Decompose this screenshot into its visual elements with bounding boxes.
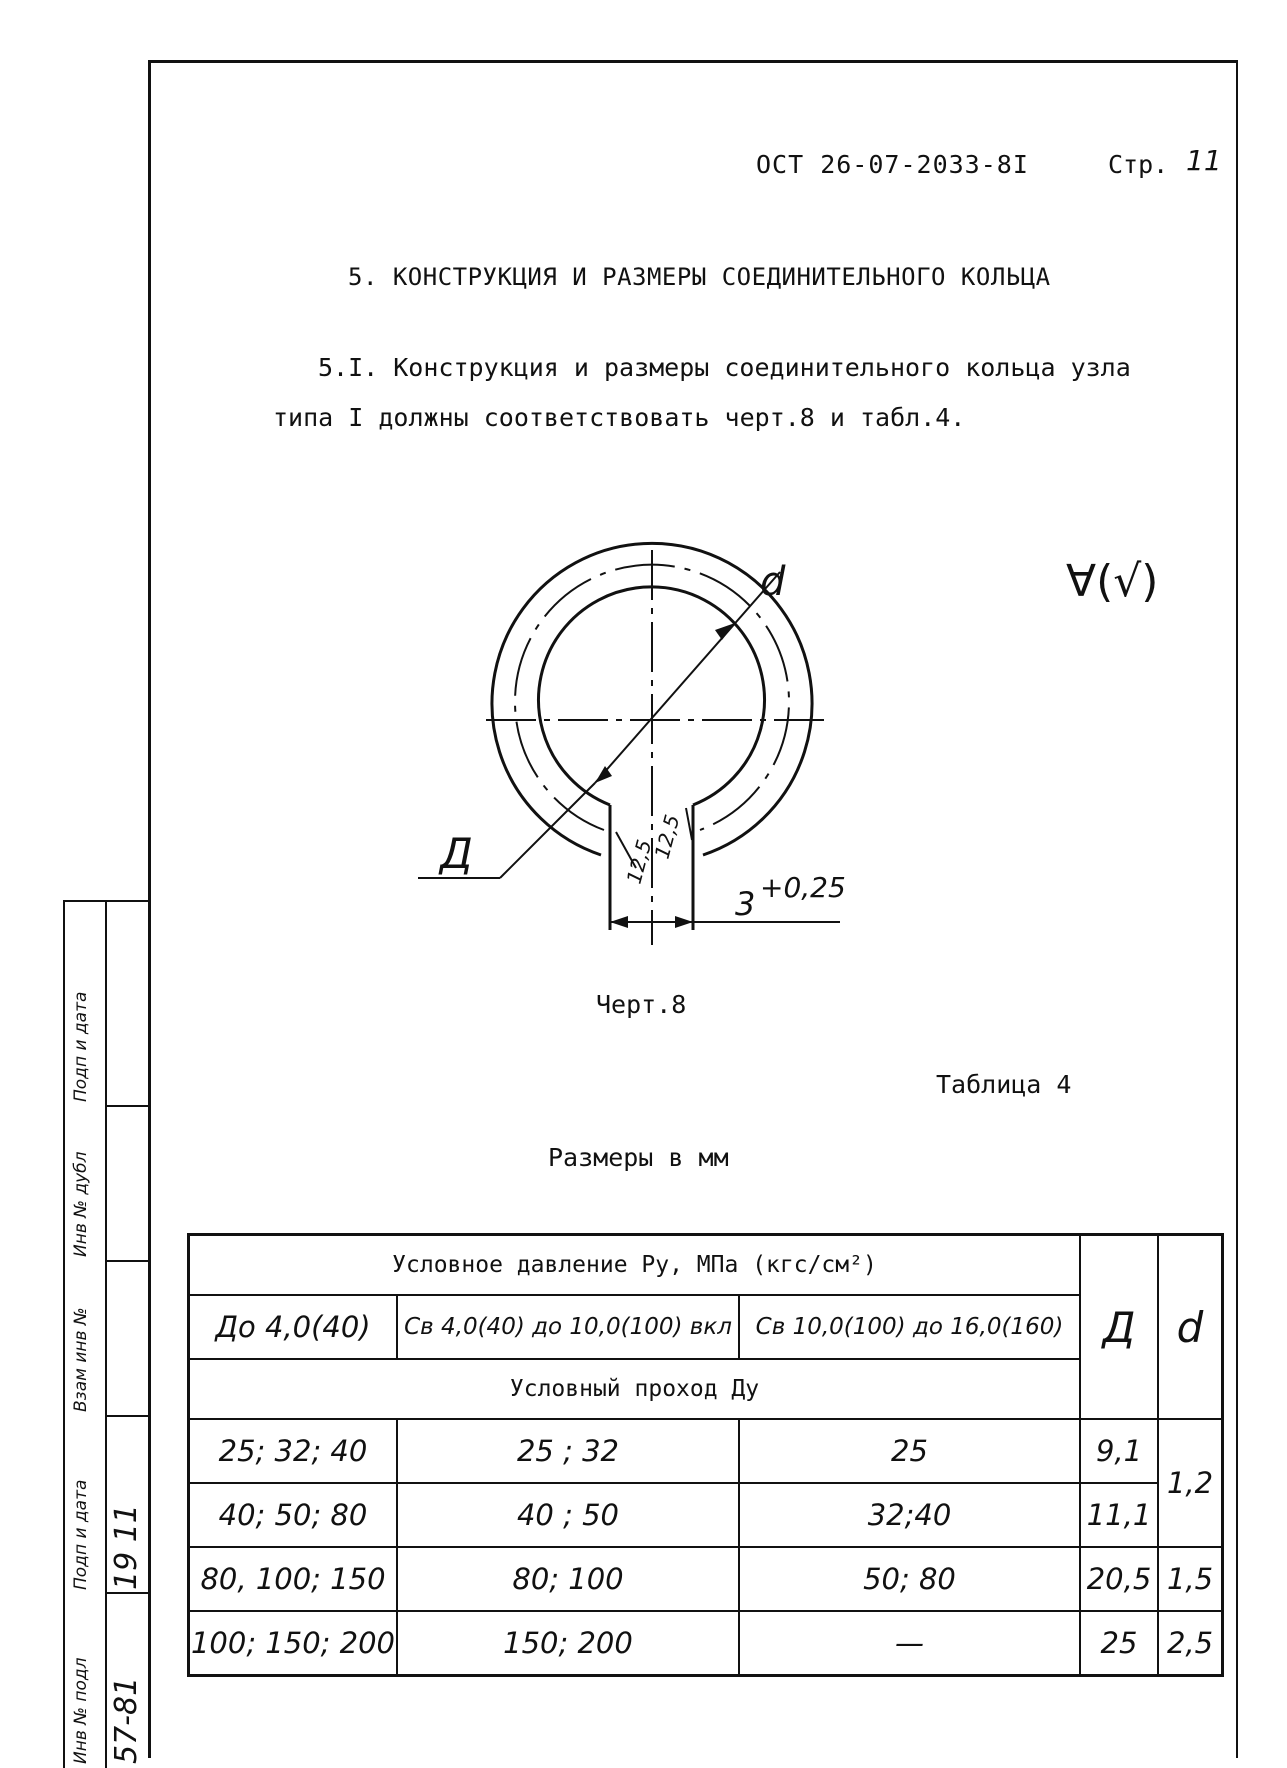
paragraph-line-1: 5.I. Конструкция и размеры соединительного кольца узла (318, 353, 1131, 382)
figure-caption: Черт.8 (596, 990, 687, 1019)
gap-width: 3 (735, 885, 756, 923)
cell: 40 ; 50 (397, 1483, 739, 1547)
stamp-label-replace: Взам инв № (71, 1307, 91, 1412)
stamp-inv-number: 57-81 (109, 1676, 144, 1764)
cell: 9,1 (1080, 1419, 1158, 1483)
pressure-col-1: До 4,0(40) (189, 1295, 398, 1359)
cell: 25 (1080, 1611, 1158, 1676)
cell: 150; 200 (397, 1611, 739, 1676)
stamp-label-inv: Инв № подл (71, 1657, 91, 1764)
gap-dim-1: 12,5 (621, 837, 657, 887)
pressure-header: Условное давление Ру, МПа (кгс/см²) (189, 1235, 1081, 1296)
passage-header: Условный проход Ду (189, 1359, 1081, 1419)
label-D-big: Д (440, 829, 473, 878)
dimensions-table (187, 1233, 1224, 1677)
gap-tolerance: +0,25 (760, 871, 846, 904)
col-D-header: Д (1080, 1235, 1158, 1420)
table-row (189, 1419, 1223, 1483)
table-number: Таблица 4 (936, 1070, 1072, 1099)
stamp-date: 19 11 (109, 1504, 144, 1590)
pressure-col-2: Св 4,0(40) до 10,0(100) вкл (397, 1295, 739, 1359)
units-label: Размеры в мм (548, 1143, 729, 1172)
cell: 20,5 (1080, 1547, 1158, 1611)
label-d-small: d (760, 559, 786, 605)
cell: — (739, 1611, 1080, 1676)
cell: 25 ; 32 (397, 1419, 739, 1483)
archive-stamp (63, 900, 149, 1768)
cell: 11,1 (1080, 1483, 1158, 1547)
stamp-label-sign-date-2: Подп и дата (71, 991, 91, 1102)
col-d-header: d (1158, 1235, 1223, 1420)
cell: 2,5 (1158, 1611, 1223, 1676)
cell: 100; 150; 200 (189, 1611, 398, 1676)
pressure-col-3: Св 10,0(100) до 16,0(160) (739, 1295, 1080, 1359)
stamp-label-sign-date-1: Подп и дата (71, 1479, 91, 1590)
roughness-mark: ∀(√) (1066, 556, 1159, 607)
stamp-label-dup: Инв № дубл (71, 1151, 91, 1257)
cell: 1,5 (1158, 1547, 1223, 1611)
table-row (189, 1547, 1223, 1611)
cell: 32;40 (739, 1483, 1080, 1547)
cell: 25; 32; 40 (189, 1419, 398, 1483)
cell: 1,2 (1158, 1419, 1223, 1547)
cell: 40; 50; 80 (189, 1483, 398, 1547)
cell: 50; 80 (739, 1547, 1080, 1611)
paragraph-line-2: типа I должны соответствовать черт.8 и табл.4. (273, 403, 966, 432)
table-row (189, 1611, 1223, 1676)
section-title: 5. КОНСТРУКЦИЯ И РАЗМЕРЫ СОЕДИНИТЕЛЬНОГО КОЛЬЦА (348, 263, 1051, 291)
cell: 80, 100; 150 (189, 1547, 398, 1611)
page-label: Стр. (1108, 150, 1169, 179)
gap-dim-2: 12,5 (649, 812, 685, 862)
table-row (189, 1483, 1223, 1547)
cell: 25 (739, 1419, 1080, 1483)
page-number: 11 (1186, 144, 1222, 177)
standard-code: ОСТ 26-07-2033-8I (756, 150, 1029, 179)
cell: 80; 100 (397, 1547, 739, 1611)
